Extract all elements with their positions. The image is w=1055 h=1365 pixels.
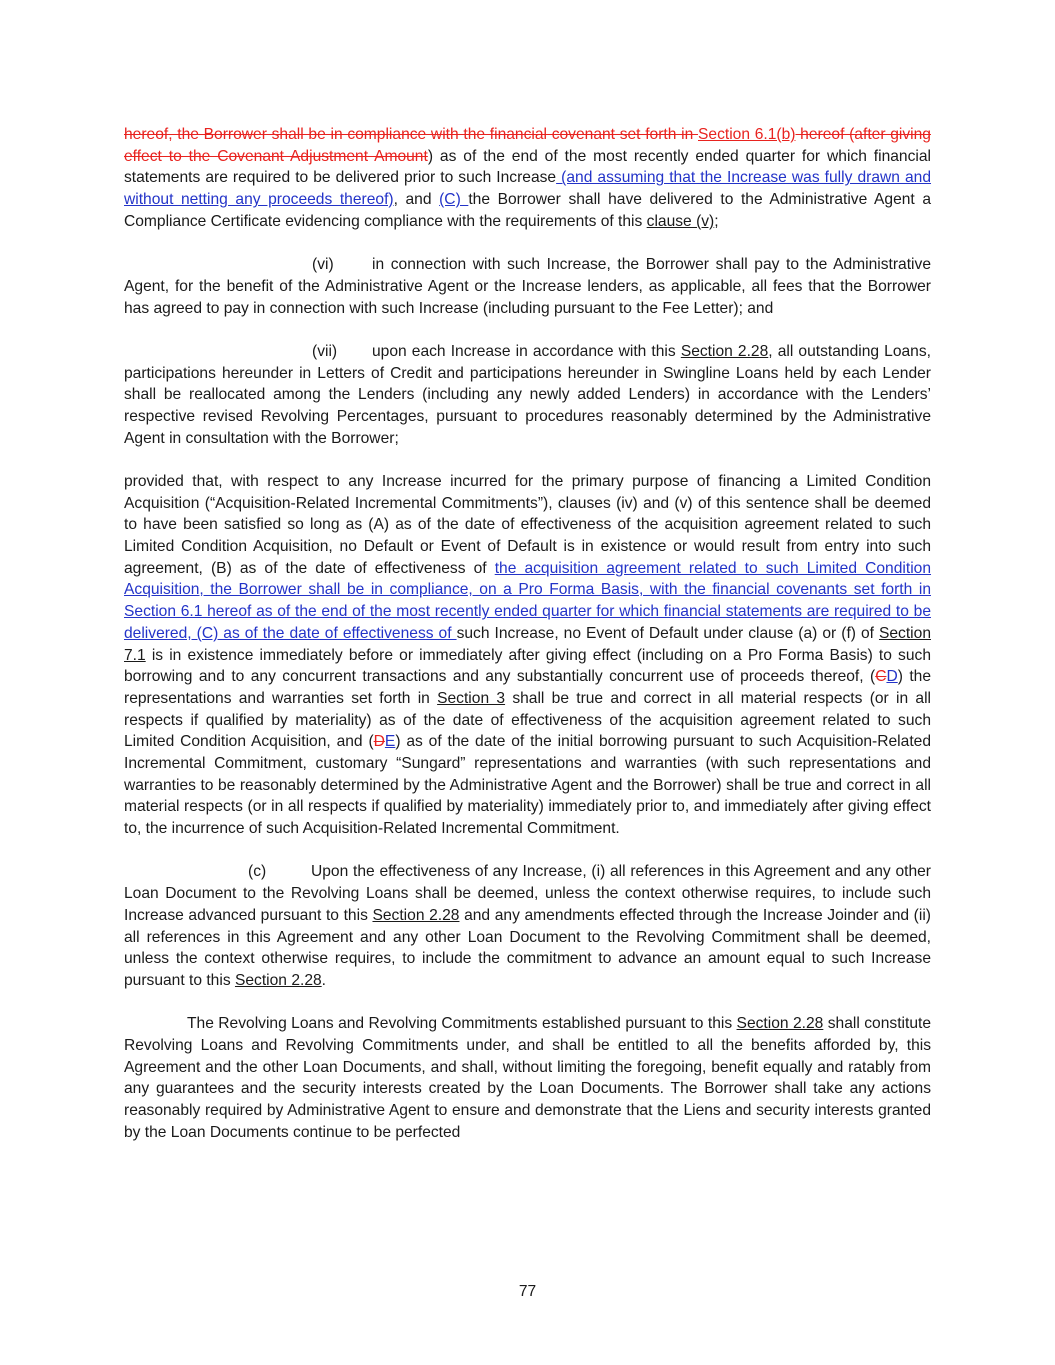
clause-label: (c) [248,863,267,881]
body-text: . [321,971,327,989]
body-text: shall be true and correct in all material respects (or in all respects if qualified by materiality) as of the date of effectiveness of the acquisition agreement related to such Limited Condition Acquisition, and ( [124,689,931,751]
body-text: ) as of the date of the initial borrowing pursuant to such Acquisition-Related Incremental Commitment, customary “Sungard” representations and warranties (with such representations and warranties to be reasonably determined by the Administrative Agent and the Borrower) shall be true and correct in all material respects (or in all respects if qualified by materiality) immediately prior to, and immediately after giving effect to, the incurrence of such Acquisition-Related Incremental Commitment. [124,733,931,838]
section-reference: Section 3 [437,689,506,707]
body-text: in connection with such Increase, the Borrower shall pay to the Administrative Agent, for the benefit of the Administrative Agent or the Increase lenders, as applicable, all fees that the Borrower has agreed to pay in connection with such Increase (including pursuant to the Fee Letter); and [124,256,931,317]
body-text: ; [714,212,719,230]
inserted-text: (C) [439,191,469,209]
paragraph-clause-v-continuation [124,124,931,233]
section-reference: Section 2.28 [680,342,769,360]
body-text: such Increase, no Event of Default under clause (a) or (f) of [456,624,879,642]
paragraph-proviso [124,471,931,840]
paragraph-clause-c [124,861,931,991]
section-reference: Section 7.1 [124,624,931,664]
body-text: Upon the effectiveness of any Increase, (i) all references in this Agreement and any other Loan Document to the Revolving Loans shall be deemed, unless the context otherwise requires, to include such Increase advanced pursuant to this [124,863,931,924]
deleted-text: D [373,733,385,751]
body-text: the Borrower shall have delivered to the Administrative Agent a Compliance Certificate evidencing compliance with the requirements of this [124,191,931,230]
body-text: shall constitute Revolving Loans and Revolving Commitments under, and shall be entitled to all the benefits afforded by, this Agreement and the other Loan Documents, and shall, without limiting the foregoing, benefit equally and ratably from any guarantees and the security interests created by the Loan Documents. The Borrower shall take any actions reasonably required by Administrative Agent to ensure and demonstrate that the Liens and security interests granted by the Loan Documents continue to be perfected [124,1015,932,1141]
clause-label: (vii) [312,342,338,360]
inserted-text: the acquisition agreement related to such Limited Condition Acquisition, the Borrower shall be in compliance, on a Pro Forma Basis, with the financial covenants set forth in Section 6.1 hereof as of the end of the most recently ended quarter for which financial statements are required to be delivered, (C) as of the date of effectiveness of [124,559,932,642]
body-text: and any amendments effected through the Increase Joinder and (ii) all references in this Agreement and any other Loan Document to the Revolving Commitment shall be deemed, unless the context otherwise requires, to include the commitment to advance an amount equal to such Increase pursuant to this [124,906,931,989]
paragraph-clause-vi [124,254,931,319]
document-page [124,124,931,1165]
deleted-text: C [875,668,887,686]
clause-reference: clause (v) [646,212,715,230]
deleted-text: hereof (after giving effect to the Covenant Adjustment Amount [124,126,931,165]
section-reference: Section 2.28 [234,971,322,989]
inserted-text: E [384,733,396,751]
body-text: The Revolving Loans and Revolving Commitments established pursuant to this [187,1015,737,1033]
paragraph-clause-vii [124,341,931,450]
deleted-text: hereof, the Borrower shall be in compliance with the financial covenant set forth in [124,126,698,143]
body-text: ) the representations and warranties set forth in [124,668,932,707]
inserted-text: D [886,668,898,686]
clause-label: (vi) [312,256,334,274]
section-reference: Section 2.28 [736,1015,824,1033]
body-text: ) as of the end of the most recently ended quarter for which financial statements are required to be delivered prior to such Increase [124,147,932,187]
body-text: upon each Increase in accordance with this [372,342,681,360]
section-reference: Section 2.28 [372,906,460,924]
deleted-section-reference: Section 6.1(b) [698,126,796,143]
body-text: , and [393,191,440,209]
page-number: 77 [518,1283,537,1300]
body-text: , all outstanding Loans, participations hereunder in Letters of Credit and participations hereunder in Swingline Loans held by each Lender shall be reallocated among the Lenders (including any newly added Lenders) in accordance with the Lenders’ respective revised Revolving Percentages, pursuant to procedures reasonably determined by the Administrative Agent in consultation with the Borrower; [124,342,931,447]
paragraph-revolving-loans [124,1013,931,1143]
body-text: provided that, with respect to any Increase incurred for the primary purpose of financing a Limited Condition Acquisition (“Acquisition-Related Incremental Commitments”), clauses (iv) and (v) of this sentence shall be deemed to have been satisfied so long as (A) as of the date of effectiveness of the acquisition agreement related to such Limited Condition Acquisition, no Default or Event of Default is in existence or would result from entry into such agreement, (B) as of the date of effectiveness of [124,472,931,577]
inserted-text: (and assuming that the Increase was fully drawn and without netting any proceeds thereof) [124,169,932,209]
body-text: is in existence immediately before or immediately after giving effect (including on a Pro Forma Basis) to such borrowing and to any concurrent transactions and any substantially concurrent use of proceeds thereof, ( [124,646,931,686]
